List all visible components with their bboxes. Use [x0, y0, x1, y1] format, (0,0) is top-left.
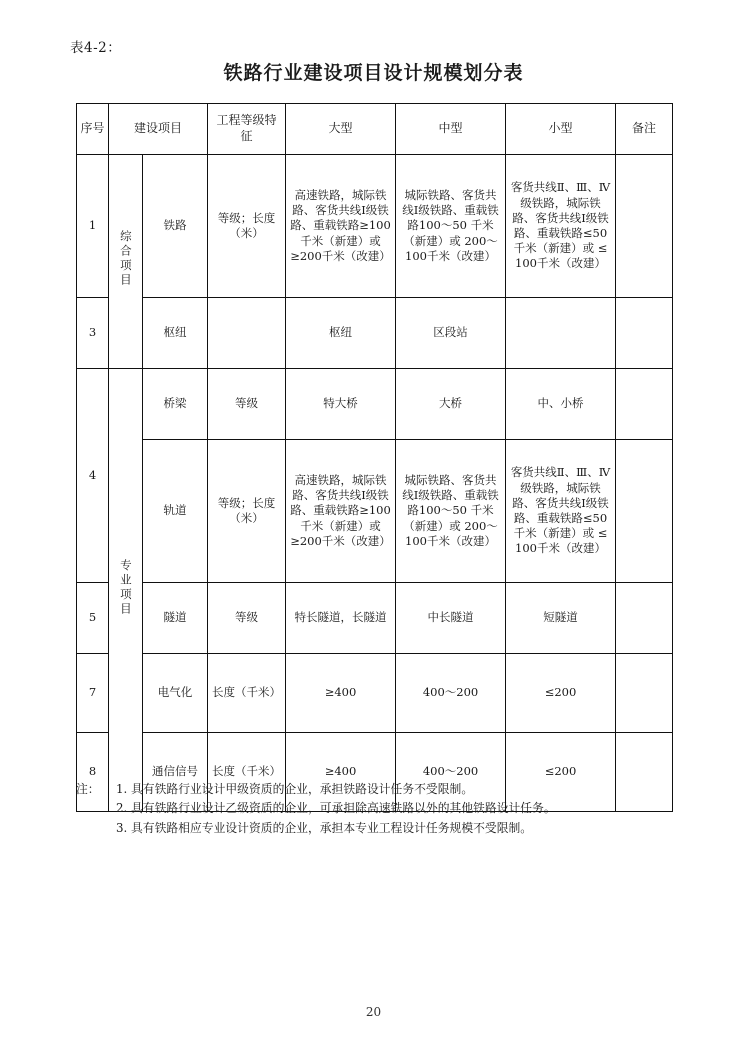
cell-small: 客货共线Ⅱ、Ⅲ、Ⅳ级铁路，城际铁路、客货共线Ⅰ级铁路、重载铁路≤50 千米（新建）或 ≤ 100千米（改建）	[506, 440, 616, 583]
table-row	[77, 440, 673, 583]
cell-seq: 4	[77, 369, 109, 583]
header-medium: 中型	[396, 104, 506, 155]
cell-medium: 400～200	[396, 733, 506, 812]
group-label: 综合项目	[118, 230, 133, 289]
page-number: 20	[365, 1005, 382, 1019]
cell-small: 中、小桥	[506, 369, 616, 440]
cell-project: 桥梁	[143, 369, 208, 440]
cell-seq: 1	[77, 155, 109, 298]
table-row	[77, 583, 673, 654]
cell-medium: 城际铁路、客货共线Ⅰ级铁路、重载铁路100～50 千米（新建）或 200～100千米（改建）	[396, 155, 506, 298]
cell-feature: 等级	[208, 583, 286, 654]
cell-large: 高速铁路，城际铁路、客货共线Ⅰ级铁路、重载铁路≥100千米（新建）或≥200千米（改建）	[286, 440, 396, 583]
note-item: 3. 具有铁路相应专业设计资质的企业，承担本专业工程设计任务规模不受限制。	[116, 820, 533, 835]
cell-feature: 长度（千米）	[208, 733, 286, 812]
table-row	[77, 369, 673, 440]
cell-large: ≥400	[286, 654, 396, 733]
cell-large: 枢纽	[286, 298, 396, 369]
cell-feature	[208, 298, 286, 369]
header-note: 备注	[616, 104, 673, 155]
notes-list	[116, 780, 686, 838]
header-project: 建设项目	[109, 104, 208, 155]
cell-feature: 等级；长度（米）	[208, 440, 286, 583]
table-row	[77, 298, 673, 369]
cell-small	[506, 298, 616, 369]
cell-note	[616, 583, 673, 654]
cell-note	[616, 654, 673, 733]
cell-large: 特长隧道，长隧道	[286, 583, 396, 654]
cell-project: 隧道	[143, 583, 208, 654]
notes-section	[76, 780, 686, 838]
cell-note	[616, 440, 673, 583]
cell-note	[616, 155, 673, 298]
group-label: 专业项目	[118, 558, 133, 617]
note-item: 2. 具有铁路行业设计乙级资质的企业，可承担除高速铁路以外的其他铁路设计任务。	[116, 801, 556, 816]
cell-large: 特大桥	[286, 369, 396, 440]
header-small: 小型	[506, 104, 616, 155]
scale-classification-table	[76, 103, 672, 812]
cell-medium: 中长隧道	[396, 583, 506, 654]
cell-feature: 等级；长度（米）	[208, 155, 286, 298]
cell-feature: 等级	[208, 369, 286, 440]
group-comprehensive	[109, 155, 143, 369]
notes-label: 注：	[76, 782, 100, 796]
cell-small: 短隧道	[506, 583, 616, 654]
cell-project: 电气化	[143, 654, 208, 733]
cell-small: ≤200	[506, 733, 616, 812]
cell-seq: 7	[77, 654, 109, 733]
table-row	[77, 155, 673, 298]
cell-project: 通信信号	[143, 733, 208, 812]
cell-note	[616, 369, 673, 440]
cell-seq: 8	[77, 733, 109, 812]
cell-medium: 区段站	[396, 298, 506, 369]
cell-large: 高速铁路，城际铁路、客货共线Ⅰ级铁路、重载铁路≥100千米（新建）或≥200千米（改建）	[286, 155, 396, 298]
cell-project: 铁路	[143, 155, 208, 298]
cell-project: 枢纽	[143, 298, 208, 369]
group-professional	[109, 369, 143, 812]
cell-medium: 城际铁路、客货共线Ⅰ级铁路、重载铁路100～50 千米（新建）或 200～100千米（改建）	[396, 440, 506, 583]
cell-project: 轨道	[143, 440, 208, 583]
cell-small: ≤200	[506, 654, 616, 733]
cell-medium: 大桥	[396, 369, 506, 440]
header-large: 大型	[286, 104, 396, 155]
cell-large: ≥400	[286, 733, 396, 812]
header-feature: 工程等级特征	[208, 104, 286, 155]
cell-feature: 长度（千米）	[208, 654, 286, 733]
cell-seq: 3	[77, 298, 109, 369]
cell-medium: 400～200	[396, 654, 506, 733]
cell-small: 客货共线Ⅱ、Ⅲ、Ⅳ级铁路，城际铁路、客货共线Ⅰ级铁路、重载铁路≤50 千米（新建）或 ≤ 100千米（改建）	[506, 155, 616, 298]
header-seq: 序号	[77, 104, 109, 155]
page-title: 铁路行业建设项目设计规模划分表	[223, 62, 524, 84]
table-header-row	[77, 104, 673, 155]
table-row	[77, 654, 673, 733]
table-label: 表4-2：	[70, 40, 122, 56]
cell-seq: 5	[77, 583, 109, 654]
cell-note	[616, 298, 673, 369]
note-item: 1. 具有铁路行业设计甲级资质的企业，承担铁路设计任务不受限制。	[116, 782, 474, 796]
